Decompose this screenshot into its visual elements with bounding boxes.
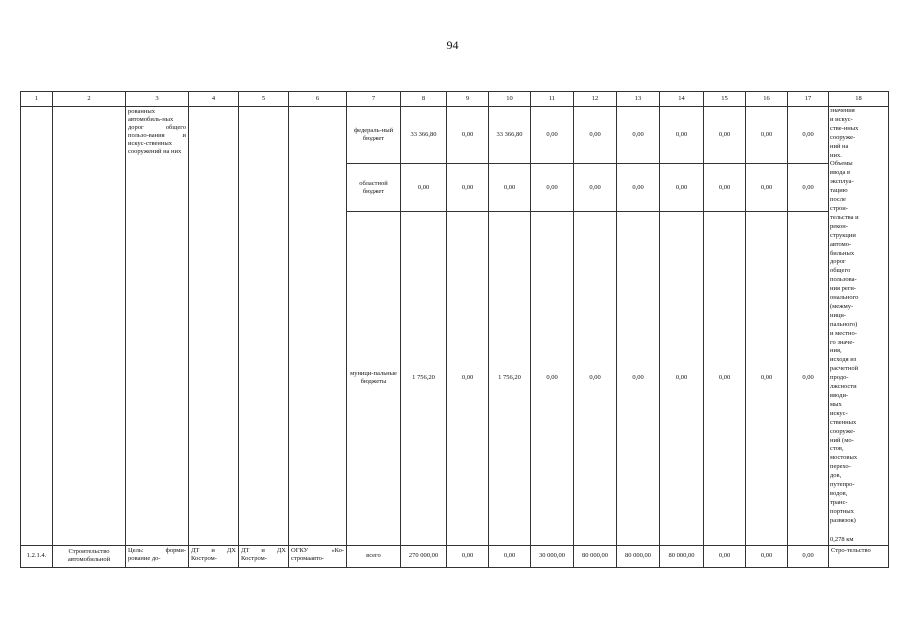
result-description-line: тацию [830, 187, 848, 195]
value-cell: 0,00 [788, 212, 829, 545]
result-description-text [830, 107, 887, 526]
value-cell: 80 000,00 [574, 545, 617, 567]
result-description-line: сооруже- [830, 133, 856, 141]
result-description-line: ния реги- [830, 285, 857, 293]
result-description-line: Объемы [830, 160, 853, 168]
value-cell: 0,00 [704, 163, 746, 212]
column-number: 12 [574, 92, 617, 107]
result-description-cell [829, 107, 889, 546]
result-description-line: ний на [830, 142, 849, 150]
column-number: 8 [401, 92, 447, 107]
item-goal-cell: Цель: форми-рование до- [126, 545, 189, 567]
result-description-line: водов, [830, 489, 848, 497]
funding-source-cell: областной бюджет [347, 163, 401, 212]
column-number: 2 [53, 92, 126, 107]
result-description-line: эксплуа- [830, 178, 854, 186]
value-cell: 270 000,00 [401, 545, 447, 567]
result-description-line: и местно- [830, 329, 857, 337]
column-number: 18 [829, 92, 889, 107]
result-description-line: и искус- [830, 115, 853, 123]
result-description-line: вводи- [830, 392, 849, 399]
result-description-line: онального [830, 294, 859, 302]
value-cell: 0,00 [531, 212, 574, 545]
page-number: 94 [446, 38, 459, 52]
value-cell: 0,00 [704, 212, 746, 545]
result-description-line: них. [830, 151, 842, 159]
result-description-line: пального) [830, 320, 858, 328]
value-cell: 0,00 [746, 212, 788, 545]
result-description-line: перехо- [830, 463, 851, 471]
result-description-line: рекон- [830, 222, 848, 230]
value-cell: 0,00 [746, 107, 788, 164]
value-cell: 30 000,00 [531, 545, 574, 567]
column-number: 3 [126, 92, 189, 107]
value-cell: 0,00 [617, 107, 660, 164]
result-description-line: продо- [830, 374, 849, 382]
item-name-cell: Строительство автомобильной [53, 545, 126, 567]
result-description-line: общего [830, 267, 851, 275]
table-cell [21, 107, 53, 546]
value-cell: 0,00 [660, 107, 704, 164]
value-cell: 0,00 [660, 212, 704, 545]
result-description-line: го значе- [830, 338, 855, 346]
contractor-cell: ОГКУ «Ко-стромаавто- [289, 545, 347, 567]
value-cell: 0,00 [704, 545, 746, 567]
result-description-line: ния, [830, 347, 842, 355]
value-cell: 0,00 [574, 212, 617, 545]
column-number: 11 [531, 92, 574, 107]
column-number: 10 [489, 92, 531, 107]
value-cell: 1 756,20 [489, 212, 531, 545]
value-cell: 0,00 [447, 107, 489, 164]
result-description-line: развязок) [830, 516, 856, 524]
result-description-line: после [830, 196, 846, 204]
result-description-line: значения [830, 107, 855, 114]
value-cell: 0,00 [447, 163, 489, 212]
result-description-line: исходя из [830, 356, 857, 364]
table-cell [53, 107, 126, 546]
value-cell: 0,00 [447, 545, 489, 567]
column-number: 7 [347, 92, 401, 107]
value-cell: 80 000,00 [617, 545, 660, 567]
funding-source-cell: муници-пальные бюджеты [347, 212, 401, 545]
item-number-cell: 1.2.1.4. [21, 545, 53, 567]
value-cell: 0,00 [617, 163, 660, 212]
executor-cell: ДТ и ДХ Костром- [239, 545, 289, 567]
column-number: 15 [704, 92, 746, 107]
result-description-line: пользова- [830, 276, 857, 284]
result-description-line: ници- [830, 311, 847, 319]
result-description-line: стов, [830, 445, 844, 453]
value-cell: 0,00 [401, 163, 447, 212]
result-description-line: сооруже- [830, 427, 856, 435]
value-cell: 0,00 [788, 545, 829, 567]
table-row [21, 107, 889, 164]
value-cell: 33 366,80 [489, 107, 531, 164]
value-cell: 0,00 [746, 545, 788, 567]
value-cell: 0,00 [660, 163, 704, 212]
result-description-line: лжсности [830, 383, 857, 391]
value-cell: 0,00 [447, 212, 489, 545]
column-number: 6 [289, 92, 347, 107]
result-description-line: дов, [830, 472, 842, 480]
value-cell: 0,00 [489, 163, 531, 212]
column-number: 14 [660, 92, 704, 107]
value-cell: 0,00 [746, 163, 788, 212]
value-cell: 0,00 [531, 107, 574, 164]
value-cell: 33 366,80 [401, 107, 447, 164]
result-description-line: ввода в [830, 169, 851, 177]
value-cell: 0,00 [574, 107, 617, 164]
result-description-cell: Стро-тельство [829, 545, 889, 567]
program-table [20, 91, 889, 568]
column-number-row [21, 92, 889, 107]
funding-source-cell: всего [347, 545, 401, 567]
result-description-line: мых [830, 400, 842, 408]
value-cell: 80 000,00 [660, 545, 704, 567]
column-number: 1 [21, 92, 53, 107]
result-description-line: стве-нных [830, 124, 859, 132]
result-description-line: автомо- [830, 240, 852, 248]
value-cell: 0,00 [531, 163, 574, 212]
customer-cell: ДТ и ДХ Костром- [189, 545, 239, 567]
result-description-line: строи- [830, 204, 848, 212]
result-description-line: ственных [830, 418, 857, 426]
result-description-line: путепро- [830, 481, 855, 489]
column-number: 16 [746, 92, 788, 107]
result-description-line: (межму- [830, 302, 854, 310]
result-description-line: портных [830, 507, 854, 515]
result-description-line: искус- [830, 409, 848, 417]
value-cell: 0,00 [574, 163, 617, 212]
result-length-value: 0,278 км [830, 535, 854, 543]
column-number: 5 [239, 92, 289, 107]
funding-source-cell: федераль-ный бюджет [347, 107, 401, 164]
column-number: 4 [189, 92, 239, 107]
result-description-line: ний (мо- [830, 436, 854, 444]
column-number: 13 [617, 92, 660, 107]
result-description-line: мостовых [830, 454, 858, 462]
result-description-line: тельства и [830, 213, 859, 221]
result-description-line: струкции [830, 231, 856, 239]
table-cell [189, 107, 239, 546]
column-number: 9 [447, 92, 489, 107]
value-cell: 0,00 [489, 545, 531, 567]
column-number: 17 [788, 92, 829, 107]
value-cell: 0,00 [788, 107, 829, 164]
value-cell: 1 756,20 [401, 212, 447, 545]
table-row [21, 545, 889, 567]
value-cell: 0,00 [617, 212, 660, 545]
result-description-line: дорог [830, 258, 846, 266]
value-cell: 0,00 [788, 163, 829, 212]
table-cell [289, 107, 347, 546]
value-cell: 0,00 [704, 107, 746, 164]
result-description-line: транс- [830, 498, 848, 506]
table-cell [239, 107, 289, 546]
result-description-line: расчетной [830, 365, 859, 373]
result-description-line: бильных [830, 249, 855, 257]
activity-description-cell: рованных автомобиль-ных дорог общего пользо-вания и искус-ственных сооружений на них [126, 107, 189, 546]
